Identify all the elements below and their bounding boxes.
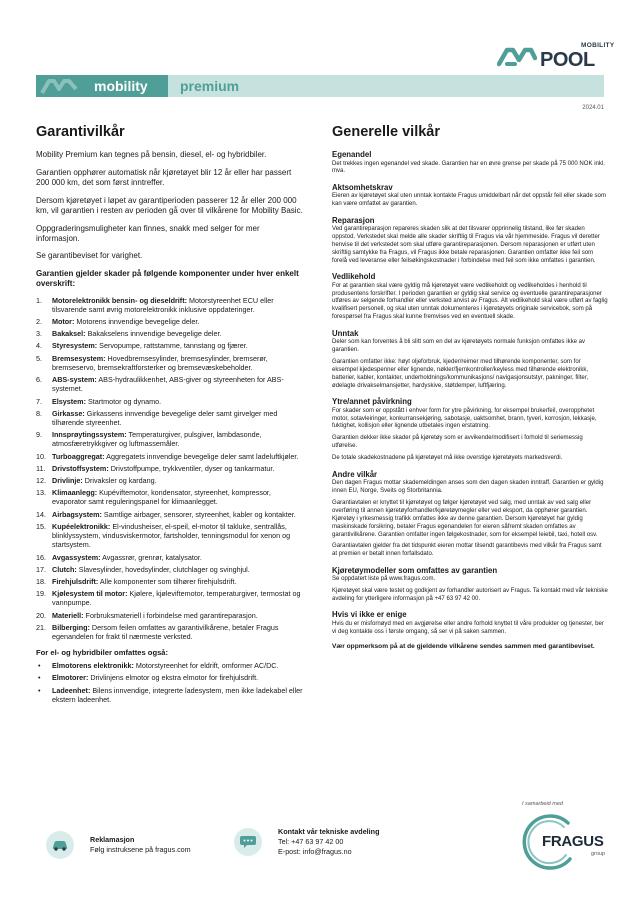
component-text: Motorstyreenhet ECU eller tilsvarende samt øvrig motorelektronikk inklusive oppdateringer. <box>52 295 274 314</box>
component-title: Styresystem: <box>52 341 98 351</box>
component-title: ABS-system: <box>52 375 97 385</box>
component-number: 14. <box>36 509 46 519</box>
component-number: 8. <box>36 408 42 418</box>
el-item-text: Motorstyreenhet for eldrift, omformer AC/DC. <box>133 661 279 671</box>
section-heading: Andre vilkår <box>332 469 378 479</box>
component-text: Bakakselens innvendige bevegelige deler. <box>85 329 222 339</box>
component-item <box>36 397 304 406</box>
section-paragraph: Garantiavtalen er knyttet til kjøretøyet og følger kjøretøyet ved salg, med unntak av ved salg eller overføring til annen kjøretøyforhandler/kjøretøymegler eller ved eksport, da opphører garantien. Kjøretøy i yrkesmessig trafikk omfattes ikke av denne garantien. Dersom kjøretøyet har gyldig maskinskade forsikring, betaler Fragus egenandelen for eieren såfremt skaden omfattes av garantivilkårene. Garantien omfatter ingen følgekostnader, som for eksempel leiebil, taxi, hotell osv. <box>332 499 598 538</box>
section-paragraph: For at garantien skal være gyldig må kjøretøyet være vedlikeholdt og vedlikeholdes i henhold til produsentens forskrifter. I perioden garantien er gyldig skal service og eventuelle garantireparasjoner utføres av selgende forhandler eller verksted anvist av Fragus. Alt vedlikehold skal være utført av faglig kvalifisert personell, og skal uten unntak dokumenteres i kjøretøyets originale servicebok, som på forespørsel fra Fragus skal kunne fremvises ved en eventuell skade. <box>332 282 608 321</box>
el-item-text: Bilens innvendige, integrerte ladesystem, men ikke ladekabel eller ekstern ladeenhet. <box>52 685 303 704</box>
component-title: Firehjulsdrift: <box>52 577 99 587</box>
section-heading: Kjøretøymodeller som omfattes av garantien <box>332 565 498 575</box>
logo-superscript: MOBILITY <box>581 42 615 49</box>
el-item-text: Drivlinjens elmotor og ekstra elmotor for firehjulsdrift. <box>88 673 259 683</box>
component-title: Bakaksel: <box>52 329 86 339</box>
component-number: 15. <box>36 522 46 532</box>
component-text: Drivaksler og kardang. <box>82 476 157 486</box>
contact-block <box>234 827 379 856</box>
fragus-wordmark: FRAGUS <box>542 833 604 850</box>
claims-title: Reklamasjon <box>90 835 135 845</box>
component-number: 5. <box>36 353 42 363</box>
component-title: Drivlinje: <box>52 476 83 486</box>
el-item-title: Elmotorer: <box>52 673 89 683</box>
section-heading: Vedlikehold <box>332 272 376 282</box>
component-title: Innsprøytingssystem: <box>52 430 127 440</box>
component-text: Kjølere, kjøleviftemotor, temperaturgiver, termostat og vannpumpe. <box>52 589 301 608</box>
section-paragraph: Garantien omfatter ikke: høyt oljeforbruk, kjeder/reimer med tilhørende komponenter, som for eksempel kjedespenner eller lignende, nøkler/fjernkontroller/keyless med tilhørende elektronikk, batterier, kabler, kontakter, underholdnings/kommunikasjons/ navigasjonsutstyr, pakninger, filter, ødelagte drivakselmansjetter, hardyskive, støtdemper, luftfjæring. <box>332 359 589 389</box>
banner-premium-label: premium <box>180 78 240 94</box>
el-hybrid-item <box>36 673 304 682</box>
component-text: Slavesylinder, hovedsylinder, clutchlager og svinghjul. <box>76 564 250 574</box>
terms-section <box>332 610 608 636</box>
component-number: 2. <box>36 316 42 326</box>
cooperation-label: I samarbeid med <box>522 801 563 807</box>
section-paragraph: Ved garantireparasjon repareres skaden slik at det tilsvarer opprinnelig tilstand, like før skaden oppstod. Verkstedet skal melde alle skader skriftlig til Fragus via vår hjemmeside. Fragus vil deretter henvise til det verkstedet som skal utføre garantireparasjonen. Dersom reparasjonen er utført uten skriftlig samtykke fra Fragus, vil Fragus ikke betale reparasjonen. Garantien omfatter ikke feil som forelå ved leveranse eller feilsøkingskostnader i forbindelse med feil som ikke omfattes i garantien. <box>332 226 600 264</box>
component-text: Samtlige airbager, sensorer, styreenhet, kabler og kontakter. <box>101 509 296 519</box>
component-item <box>36 341 304 350</box>
claims-block <box>46 831 191 859</box>
warranty-terms-column <box>36 124 304 707</box>
component-item <box>36 476 304 485</box>
component-item <box>36 464 304 473</box>
component-number: 21. <box>36 623 46 632</box>
component-number: 20. <box>36 610 46 620</box>
component-title: Avgassystem: <box>52 552 101 562</box>
component-item <box>36 317 304 326</box>
bullet-icon: • <box>38 673 41 683</box>
component-number: 1. <box>36 295 42 305</box>
terms-section <box>332 150 608 176</box>
intro-paragraph: Se garantibeviset for varighet. <box>36 251 143 261</box>
terms-section <box>332 216 608 266</box>
component-item <box>36 375 304 393</box>
section-paragraph: Garantien dekker ikke skader på kjøretøy som er avvikende/modifisert i forhold til seriemessig utførelse. <box>332 435 583 450</box>
warranty-terms-title: Garantivilkår <box>36 124 125 140</box>
section-paragraph: Deler som kan forventes å bli slitt som en del av kjøretøyets normale funksjon omfattes ikke av garantien. <box>332 339 586 354</box>
version-label: 2024.01 <box>582 105 604 111</box>
component-item <box>36 623 304 641</box>
component-text: Avgassrør, grenrør, katalysator. <box>100 552 202 562</box>
component-text: Drivstoffpumpe, trykkventiler, dyser og tankarmatur. <box>108 463 275 473</box>
mobility-pool-logo <box>497 42 615 71</box>
bullet-icon: • <box>38 661 41 671</box>
component-number: 4. <box>36 341 42 351</box>
bullet-icon: • <box>38 685 41 695</box>
component-number: 11. <box>36 463 46 473</box>
banner-watermark-icon <box>40 77 80 95</box>
section-paragraph: Se oppdatert liste på www.fragus.com. <box>332 576 436 583</box>
section-heading: Egenandel <box>332 150 372 159</box>
component-number: 7. <box>36 396 42 406</box>
component-title: Clutch: <box>52 564 77 574</box>
general-terms-sections <box>332 150 608 637</box>
component-text: Girkassens innvendige bevegelige deler samt girvelger med tilhørende styreenhet. <box>52 408 278 427</box>
component-text: Forbruksmateriell i forbindelse med garantireparasjon. <box>83 610 258 620</box>
component-item <box>36 510 304 519</box>
terms-section <box>332 397 608 463</box>
closing-note: Vær oppmerksom på at de gjeldende vilkårene sendes sammen med garantibeviset. <box>332 643 595 651</box>
component-item <box>36 430 304 448</box>
component-number: 13. <box>36 488 46 498</box>
component-number: 10. <box>36 451 46 461</box>
component-title: Materiell: <box>52 610 84 620</box>
terms-section <box>332 566 608 604</box>
component-title: Drivstoffsystem: <box>52 463 109 473</box>
intro-paragraph: Mobility Premium kan tegnes på bensin, diesel, el- og hybridbiler. <box>36 150 267 159</box>
mobility-pool-mark-icon <box>497 44 537 68</box>
component-item <box>36 329 304 338</box>
section-heading: Hvis vi ikke er enige <box>332 610 407 620</box>
component-title: Elsystem: <box>52 396 86 406</box>
component-number: 3. <box>36 329 42 339</box>
component-text: Aggregatets innvendige bevegelige deler samt ladeluftkjøler. <box>104 451 299 461</box>
el-item-title: Elmotorens elektronikk: <box>52 661 134 671</box>
el-hybrid-heading: For el- og hybridbiler omfattes også: <box>36 648 169 658</box>
component-item <box>36 577 304 586</box>
section-paragraph: Garantiavtalen gjelder fra det tidspunkt eieren mottar tilsendt garantibevis med vilkår fra Fragus samt at premien er betalt innen forfallsdato. <box>332 543 602 558</box>
intro-paragraph: Garantien opphører automatisk når kjøretøyet blir 12 år eller har passert 200 000 km, det som først inntreffer. <box>36 167 292 187</box>
component-item <box>36 522 304 549</box>
section-paragraph: De totale skadekostnadene på kjøretøyet må ikke overstige kjøretøyets markedsverdi. <box>332 455 563 462</box>
component-item <box>36 409 304 427</box>
component-title: Klimaanlegg: <box>52 488 98 498</box>
component-number: 17. <box>36 564 46 574</box>
product-banner <box>36 75 604 97</box>
general-terms-title: Generelle vilkår <box>332 124 441 140</box>
component-item <box>36 565 304 574</box>
component-item <box>36 553 304 562</box>
component-title: Airbagsystem: <box>52 509 102 519</box>
component-title: Motorelektronikk bensin- og dieseldrift: <box>52 295 187 305</box>
section-heading: Aktsomhetskrav <box>332 182 393 192</box>
fragus-logo <box>520 813 608 873</box>
contact-email: E-post: info@fragus.no <box>278 846 352 856</box>
terms-section <box>332 329 608 391</box>
section-paragraph: For skader som er oppstått i enhver form for ytre påvirkning, for eksempel brukerfeil, overopphetet motor, sotavleiringer, konkurransekjøring, sabotasje, uaktsomhet, brann, tyveri, korrosjon, lekkasje, fuktighet, kollisjon eller lignende utbetales ingen erstatning. <box>332 407 597 430</box>
component-title: Bilberging: <box>52 623 90 632</box>
el-hybrid-item <box>36 686 304 704</box>
component-title: Kjølesystem til motor: <box>52 589 128 599</box>
component-item <box>36 589 304 607</box>
terms-section <box>332 272 608 322</box>
components-list <box>36 296 304 642</box>
component-title: Kupéelektronikk: <box>52 522 111 532</box>
component-text: ABS-hydraulikkenhet, ABS-giver og styreenheten for ABS-systemet. <box>52 375 284 394</box>
logo-name: POOL <box>540 49 595 71</box>
component-number: 18. <box>36 577 46 587</box>
fragus-group-label: group <box>591 851 606 857</box>
components-heading: Garantien gjelder skader på følgende komponenter under hver enkelt overskrift: <box>36 269 299 289</box>
chat-icon <box>234 828 262 856</box>
claims-text: Følg instruksene på fragus.com <box>90 845 191 854</box>
component-text: El-vindusheiser, el-speil, el-motor til takluke, sentrallås, blinklyssystem, vindusviskermotor, fartsholder, tenningsmodul for xenon og startsystem. <box>52 522 291 550</box>
component-number: 16. <box>36 552 46 562</box>
component-text: Dersom feilen omfattes av garantivilkårene, betaler Fragus egenandelen for frakt til nærmeste verksted. <box>52 623 279 642</box>
footer <box>36 825 604 870</box>
contact-title: Kontakt vår tekniske avdeling <box>278 827 380 836</box>
component-text: Startmotor og dynamo. <box>85 396 162 406</box>
section-paragraph: Det trekkes ingen egenandel ved skade. Garantien har en øvre grense per skade på 75 000 NOK inkl. mva. <box>332 160 605 175</box>
component-item <box>36 296 304 314</box>
el-hybrid-list <box>36 661 304 704</box>
intro-paragraph: Oppgraderingsmuligheter kan finnes, snakk med selger for mer informasjon. <box>36 223 260 243</box>
component-number: 12. <box>36 476 46 486</box>
banner-left <box>36 75 168 97</box>
component-item <box>36 452 304 461</box>
section-heading: Ytre/annet påvirkning <box>332 397 412 407</box>
component-number: 6. <box>36 375 42 385</box>
section-heading: Reparasjon <box>332 215 375 225</box>
banner-mobility-label: mobility <box>94 78 148 94</box>
terms-section <box>332 470 608 560</box>
banner-right <box>168 75 604 97</box>
section-paragraph: Eieren av kjøretøyet skal uten unntak kontakte Fragus umiddelbart når det oppstår feil eller skade som kan være omfattet av garantien. <box>332 193 606 208</box>
terms-section <box>332 183 608 209</box>
car-icon <box>46 831 74 859</box>
component-item <box>36 354 304 372</box>
el-hybrid-item <box>36 661 304 670</box>
intro-paragraph: Dersom kjøretøyet i løpet av garantiperioden passerer 12 år eller 200 000 km, vil garantien i resten av perioden gå over til vilkårene for Mobility Basic. <box>36 195 303 215</box>
component-text: Kupéviftemotor, kondensator, styreenhet, kompressor, evaporator samt reguleringspanel for klimaanlegget. <box>52 488 271 507</box>
section-paragraph: Hvis du er misfornøyd med en avgjørelse eller andre forhold knyttet til våre produkter og tjenester, ber vi deg kontakte oss i første omgang, så ser vi på saken sammen. <box>332 620 604 635</box>
component-text: Temperaturgiver, pulsgiver, lambdasonde, atmosfæretrykkgiver og luftmassemåler. <box>52 430 262 449</box>
el-item-title: Ladeenhet: <box>52 685 91 695</box>
component-text: Alle komponenter som tilhører firehjulsdrift. <box>98 577 237 587</box>
component-item <box>36 488 304 506</box>
component-number: 9. <box>36 430 42 440</box>
section-paragraph: Den dagen Fragus mottar skademeldingen anses som den dagen skaden inntraff. Garantien er gyldig innen EU, Norge, Sveits og Storbritannia. <box>332 480 604 494</box>
component-text: Hovedbremsesylinder, bremsesylinder, bremserør, bremseservo, bremsekraftforsterker og bremsevæskebeholder. <box>52 353 268 372</box>
component-item <box>36 611 304 620</box>
component-text: Servopumpe, rattstamme, tannstang og fjærer. <box>97 341 248 351</box>
contact-phone: Tel: +47 63 97 42 00 <box>278 836 344 846</box>
component-title: Motor: <box>52 316 75 326</box>
section-heading: Unntak <box>332 328 359 338</box>
component-title: Girkasse: <box>52 408 85 418</box>
general-terms-column <box>332 124 608 652</box>
component-text: Motorens innvendige bevegelige deler. <box>74 316 200 326</box>
component-number: 19. <box>36 589 46 599</box>
component-title: Bremsesystem: <box>52 353 106 363</box>
section-paragraph: Kjøretøyet skal være testet og godkjent av forhandler autorisert av Fragus. Ta kontakt med vår tekniske avdeling for ytterligere informasjon på +47 63 97 42 00. <box>332 588 608 603</box>
component-title: Turboaggregat: <box>52 451 105 461</box>
